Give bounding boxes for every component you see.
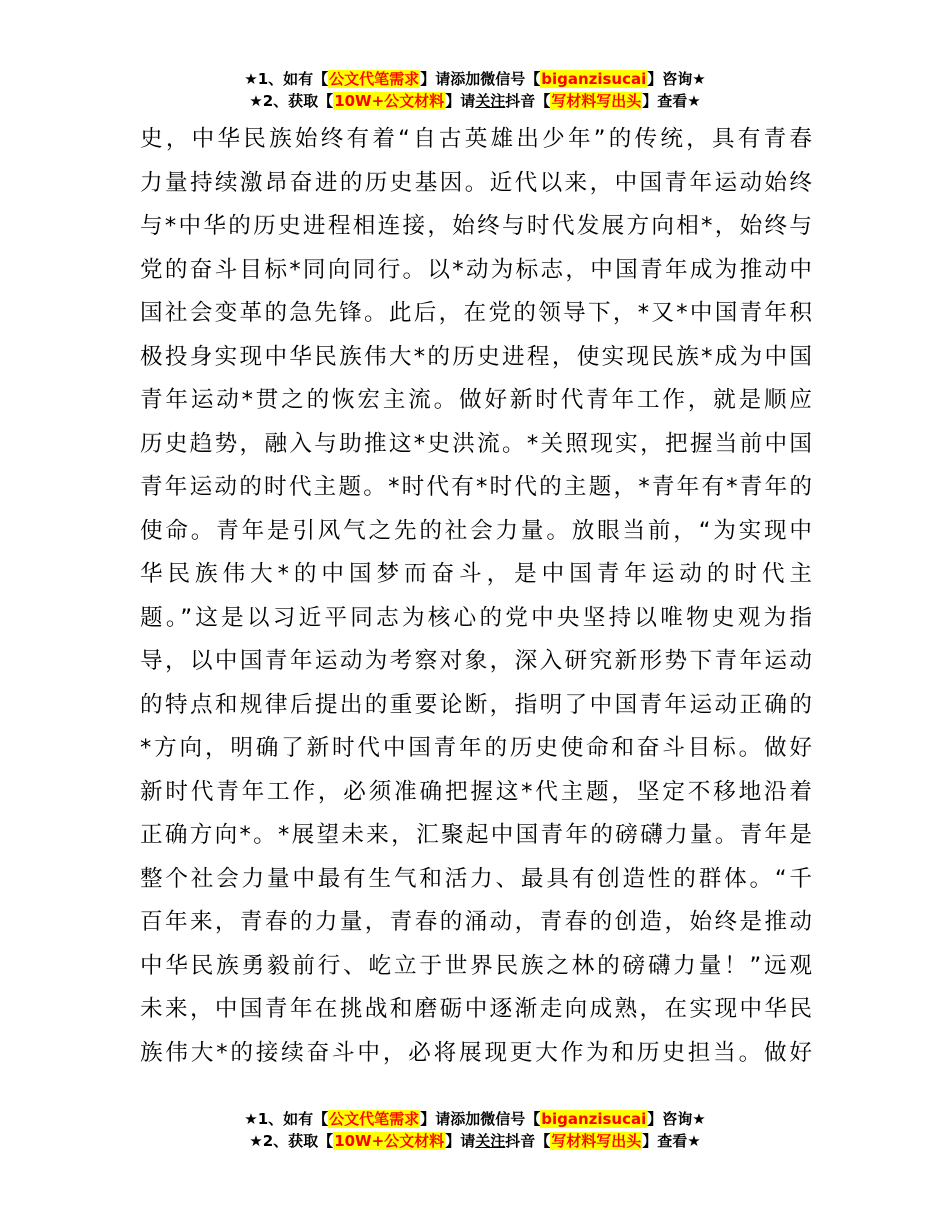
paragraph-line: 华民族伟大*的中国梦而奋斗，是中国青年运动的时代主 bbox=[140, 561, 812, 587]
paragraph-line: 的特点和规律后提出的重要论断，指明了中国青年运动正确的 bbox=[140, 691, 812, 718]
highlight-douyin: 写材料写出头 bbox=[551, 1132, 642, 1150]
banner-text: ★1、如有【 bbox=[244, 1110, 329, 1128]
banner-line-1 bbox=[0, 68, 950, 90]
banner-text: 】请 bbox=[445, 1132, 476, 1150]
underlined-follow: 关注 bbox=[475, 92, 506, 110]
banner-text: 抖音【 bbox=[505, 92, 551, 110]
banner-text: ★2、获取【 bbox=[249, 1132, 334, 1150]
paragraph-line: 新时代青年工作，必须准确把握这*代主题，坚定不移地沿着 bbox=[140, 778, 812, 805]
footer-banner bbox=[0, 1108, 950, 1152]
paragraph-line: 与*中华的历史进程相连接，始终与时代发展方向相*，始终与 bbox=[140, 213, 812, 239]
paragraph-line: 国社会变革的急先锋。此后，在党的领导下，*又*中国青年积 bbox=[140, 300, 812, 326]
document-body bbox=[140, 118, 812, 1075]
paragraph-line: 青年运动*贯之的恢宏主流。做好新时代青年工作，就是顺应 bbox=[140, 387, 812, 413]
paragraph-line: 中华民族勇毅前行、屹立于世界民族之林的磅礴力量！”远观 bbox=[140, 952, 812, 979]
paragraph-line: 极投身实现中华民族伟大*的历史进程，使实现民族*成为中国 bbox=[140, 343, 812, 370]
banner-text: 】咨询★ bbox=[647, 1110, 706, 1128]
banner-text: 】请添加微信号【 bbox=[420, 1110, 541, 1128]
banner-line-2 bbox=[0, 90, 950, 112]
paragraph-line: 整个社会力量中最有生气和活力、最具有创造性的群体。“千 bbox=[140, 865, 812, 892]
paragraph-line: 百年来，青春的力量，青春的涌动，青春的创造，始终是推动 bbox=[140, 909, 812, 935]
banner-line-1 bbox=[0, 1108, 950, 1130]
paragraph-line: 正确方向*。*展望未来，汇聚起中国青年的磅礴力量。青年是 bbox=[140, 822, 812, 848]
paragraph-line: *方向，明确了新时代中国青年的历史使命和奋斗目标。做好 bbox=[140, 735, 812, 761]
highlight-materials: 10W+公文材料 bbox=[334, 92, 445, 110]
banner-text: ★2、获取【 bbox=[249, 92, 334, 110]
paragraph-line: 未来，中国青年在挑战和磨砺中逐渐走向成熟，在实现中华民 bbox=[140, 996, 812, 1022]
highlight-wechat-id: biganzisucai bbox=[541, 1110, 647, 1128]
highlight-service: 公文代笔需求 bbox=[329, 1110, 420, 1128]
highlight-materials: 10W+公文材料 bbox=[334, 1132, 445, 1150]
highlight-douyin: 写材料写出头 bbox=[551, 92, 642, 110]
paragraph-line: 党的奋斗目标*同向同行。以*动为标志，中国青年成为推动中 bbox=[140, 256, 812, 283]
banner-text: 】查看★ bbox=[642, 92, 701, 110]
paragraph-line: 族伟大*的接续奋斗中，必将展现更大作为和历史担当。做好 bbox=[140, 1039, 812, 1066]
underlined-follow: 关注 bbox=[475, 1132, 506, 1150]
paragraph-line: 青年运动的时代主题。*时代有*时代的主题，*青年有*青年的 bbox=[140, 474, 812, 500]
paragraph-line: 力量持续激昂奋进的历史基因。近代以来，中国青年运动始终 bbox=[140, 169, 812, 196]
banner-text: 】请 bbox=[445, 92, 476, 110]
paragraph-line: 使命。青年是引风气之先的社会力量。放眼当前，“为实现中 bbox=[140, 517, 812, 544]
header-banner bbox=[0, 68, 950, 112]
banner-text: ★1、如有【 bbox=[244, 70, 329, 88]
paragraph-line: 题。”这是以习近平同志为核心的党中央坚持以唯物史观为指 bbox=[140, 604, 812, 631]
banner-text: 】查看★ bbox=[642, 1132, 701, 1150]
banner-text: 抖音【 bbox=[505, 1132, 551, 1150]
paragraph-line: 导，以中国青年运动为考察对象，深入研究新形势下青年运动 bbox=[140, 648, 812, 674]
banner-text: 】请添加微信号【 bbox=[420, 70, 541, 88]
banner-line-2 bbox=[0, 1130, 950, 1152]
banner-text: 】咨询★ bbox=[647, 70, 706, 88]
paragraph-line: 历史趋势，融入与助推这*史洪流。*关照现实，把握当前中国 bbox=[140, 430, 812, 457]
paragraph-line: 史，中华民族始终有着“自古英雄出少年”的传统，具有青春 bbox=[140, 126, 812, 152]
highlight-service: 公文代笔需求 bbox=[329, 70, 420, 88]
highlight-wechat-id: biganzisucai bbox=[541, 70, 647, 88]
